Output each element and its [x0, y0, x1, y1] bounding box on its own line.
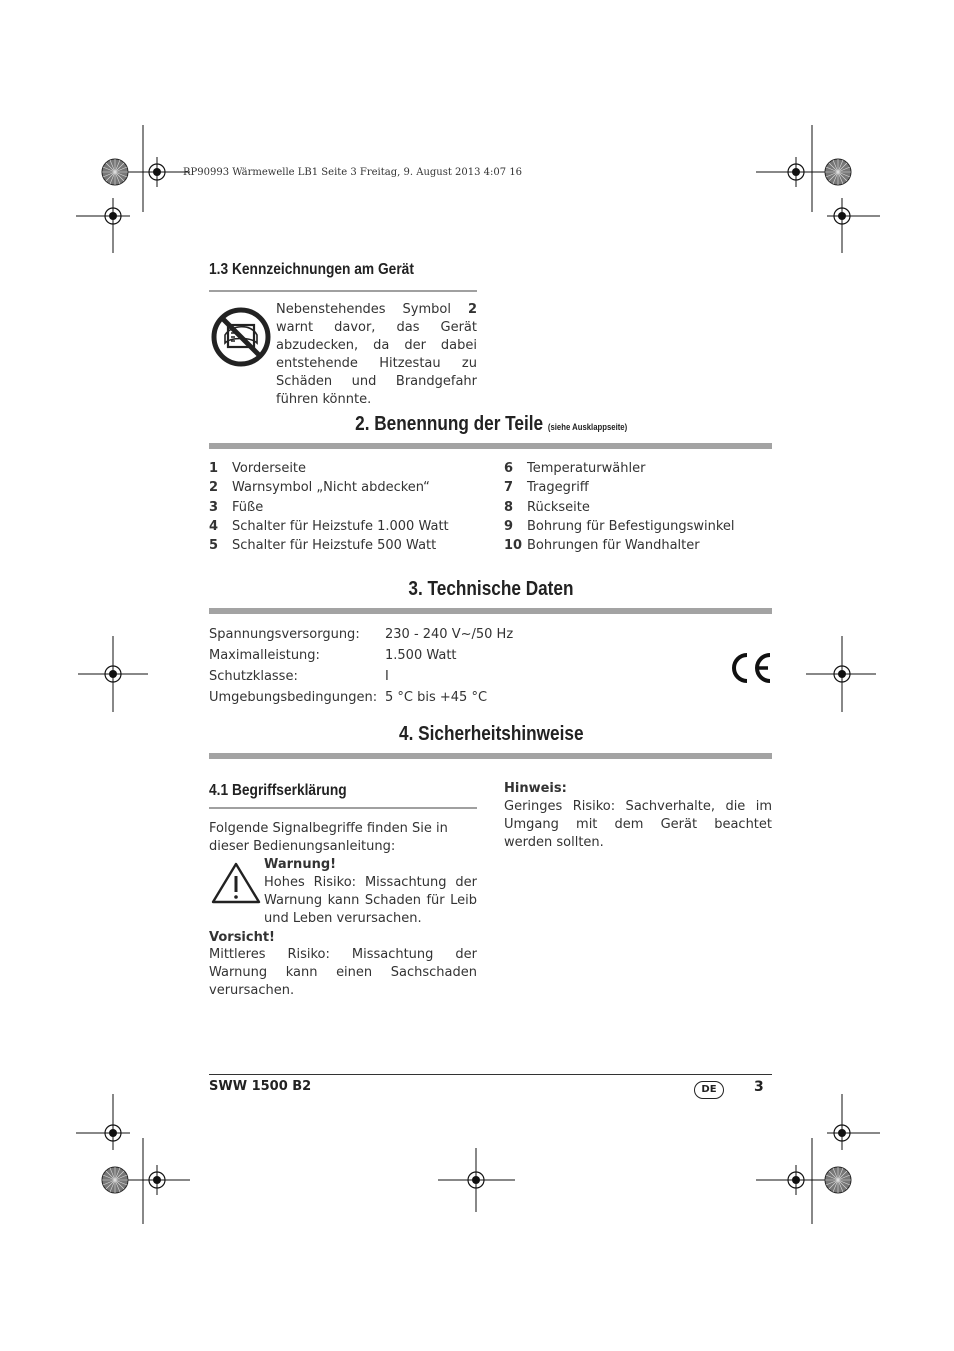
language-badge: DE [694, 1081, 724, 1099]
vorsicht-label: Vorsicht! [209, 930, 275, 945]
hinweis-label: Hinweis: [504, 781, 567, 796]
list-item: 2 Warnsymbol „Nicht abdecken“ [209, 480, 430, 496]
section-2-title: 2. Benennung der Teile [354, 413, 543, 435]
section-4-1-rule [209, 807, 477, 809]
hinweis-text: Geringes Risiko: Sachverhalte, die im Umgang mit dem Gerät beachtet werden sollten. [504, 799, 772, 850]
list-item: 8 Rückseite [504, 499, 590, 515]
section-4-1-intro: Folgende Signalbegriffe finden Sie in dieser Bedienungsanleitung: [209, 821, 448, 854]
section-4-title-wrap [209, 723, 773, 746]
table-row: Spannungsversorgung: 230 - 240 V~/50 Hz [209, 627, 514, 642]
warning-triangle-icon [210, 861, 262, 905]
section-2-note: (siehe Ausklappseite) [547, 422, 628, 432]
footer-rule [209, 1074, 772, 1075]
tech-data-table [209, 624, 629, 708]
page-number: 3 [754, 1079, 764, 1095]
ce-mark-icon [728, 651, 774, 685]
parts-list-right [504, 459, 774, 555]
table-row: Maximalleistung: 1.500 Watt [209, 648, 457, 663]
section-1-3-text-after: warnt davor, das Gerät abzudecken, da der dabei entstehende Hitzestau zu Schäden und Brandgefahr führen könnte. [276, 320, 477, 407]
warnung-text: Hohes Risiko: Missachtung der Warnung kann Schaden für Leib und Leben verursachen. [264, 875, 477, 926]
section-4-title: 4. Sicherheitshinweise [398, 723, 584, 745]
vorsicht-text: Mittleres Risiko: Missachtung der Warnung kann einen Sachschaden verursachen. [209, 947, 477, 998]
list-item: 10 Bohrungen für Wandhalter [504, 538, 700, 554]
do-not-cover-icon [211, 307, 271, 367]
table-row: Schutzklasse: I [209, 669, 389, 684]
list-item: 4 Schalter für Heizstufe 1.000 Watt [209, 518, 449, 534]
symbol-number: 2 [467, 302, 477, 317]
section-2-rule [209, 443, 772, 449]
parts-list-left [209, 459, 499, 555]
section-3-title-wrap [209, 578, 773, 601]
list-item: 5 Schalter für Heizstufe 500 Watt [209, 538, 437, 554]
list-item: 3 Füße [209, 499, 264, 515]
list-item: 7 Tragegriff [504, 480, 589, 496]
print-header: RP90993 Wärmewelle LB1 Seite 3 Freitag, 9. August 2013 4:07 16 [183, 167, 523, 178]
list-item: 1 Vorderseite [209, 461, 307, 476]
list-item: 9 Bohrung für Befestigungswinkel [504, 518, 735, 534]
section-1-3-text-before: Nebenstehendes Symbol [276, 302, 468, 317]
section-1-3-title: 1.3 Kennzeichnungen am Gerät [209, 261, 414, 278]
warnung-label: Warnung! [264, 857, 337, 872]
section-4-1-title: 4.1 Begriffserklärung [209, 782, 347, 799]
table-row: Umgebungsbedingungen: 5 °C bis +45 °C [209, 690, 488, 705]
section-3-rule [209, 608, 772, 614]
section-1-3-rule [209, 290, 477, 292]
section-3-title: 3. Technische Daten [408, 578, 574, 600]
section-4-rule [209, 753, 772, 759]
footer-model: SWW 1500 B2 [209, 1079, 312, 1094]
section-2-title-wrap [209, 413, 773, 436]
section-1-3-text [276, 301, 477, 409]
list-item: 6 Temperaturwähler [504, 461, 646, 476]
